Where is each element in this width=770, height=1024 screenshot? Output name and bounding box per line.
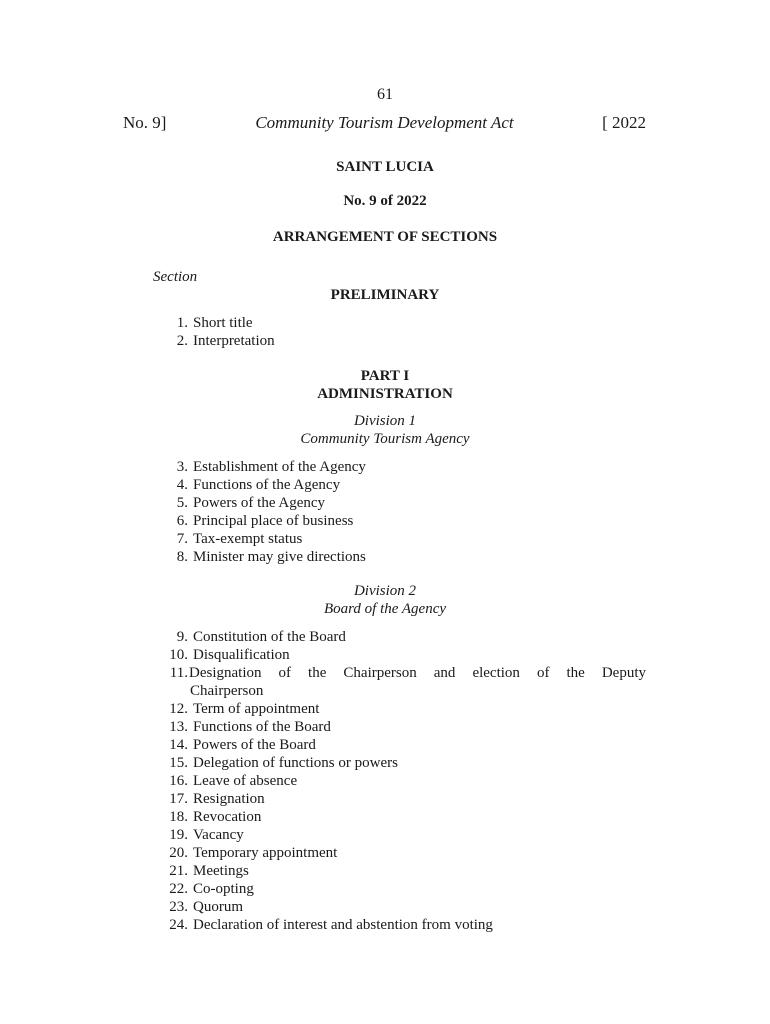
list-item [0,700,770,718]
section-number: 17. [169,791,188,807]
section-number: 4. [176,477,188,493]
act-number-title: No. 9 of 2022 [343,193,427,209]
section-number: 24. [169,917,188,933]
arrangement-heading: ARRANGEMENT OF SECTIONS [272,229,498,245]
section-title: Interpretation [193,333,275,349]
division-2-heading: Division 2 [353,583,417,599]
section-title: Tax-exempt status [193,531,303,547]
preliminary-list [0,314,770,350]
section-title-continued: Chairperson [190,683,264,699]
section-number: 9. [176,629,188,645]
section-title: Resignation [193,791,265,807]
section-title: Delegation of functions or powers [193,755,398,771]
list-item [0,808,770,826]
list-item [0,916,770,934]
section-number: 19. [169,827,188,843]
list-item [0,628,770,646]
section-number: 14. [169,737,188,753]
section-number: 16. [169,773,188,789]
list-item [0,512,770,530]
list-item [0,476,770,494]
section-title: Declaration of interest and abstention from voting [193,917,493,933]
section-title: Functions of the Board [193,719,331,735]
part-subheading: ADMINISTRATION [317,386,453,402]
list-item [0,790,770,808]
list-item [0,314,770,332]
list-item [0,332,770,350]
list-item [0,844,770,862]
section-title: Designation of the Chairperson and election of the Deputy [189,665,646,681]
header-year: [ 2022 [602,113,646,132]
section-title: Powers of the Board [193,737,316,753]
list-item [0,754,770,772]
list-item [0,736,770,754]
section-title: Temporary appointment [193,845,338,861]
section-title: Minister may give directions [193,549,366,565]
section-number: 13. [169,719,188,735]
section-number: 3. [176,459,188,475]
section-title: Establishment of the Agency [193,459,366,475]
preliminary-heading: PRELIMINARY [330,287,440,303]
list-item [0,530,770,548]
list-item [0,664,770,700]
section-number: 18. [169,809,188,825]
section-title: Short title [193,315,253,331]
section-number: 2. [176,333,188,349]
country-title: SAINT LUCIA [336,159,434,175]
section-number: 15. [169,755,188,771]
section-number: 12. [169,701,188,717]
section-number: 22. [169,881,188,897]
running-header [123,113,646,135]
header-act-number: No. 9] [123,113,167,132]
list-item [0,880,770,898]
section-title: Vacancy [193,827,244,843]
list-item [0,772,770,790]
division-1-list [0,458,770,566]
section-title: Term of appointment [193,701,320,717]
section-number: 8. [176,549,188,565]
division-1-heading: Division 1 [353,413,417,429]
section-number: 10. [169,647,188,663]
division-2-subheading: Board of the Agency [323,601,447,617]
section-title: Disqualification [193,647,290,663]
section-number: 11. [169,665,188,681]
section-title: Functions of the Agency [193,477,341,493]
section-column-label: Section [153,269,198,285]
part-heading: PART I [360,368,410,384]
page-number: 61 [377,86,393,103]
section-number: 23. [169,899,188,915]
list-item [0,494,770,512]
section-number: 21. [169,863,188,879]
section-title: Powers of the Agency [193,495,326,511]
division-2-list [0,628,770,934]
list-item [0,548,770,566]
list-item [0,862,770,880]
section-title: Leave of absence [193,773,298,789]
section-number: 6. [176,513,188,529]
section-number: 1. [176,315,188,331]
section-number: 7. [176,531,188,547]
list-item [0,898,770,916]
list-item [0,718,770,736]
list-item [0,458,770,476]
list-item [0,646,770,664]
section-title: Co-opting [193,881,254,897]
division-1-subheading: Community Tourism Agency [300,431,470,447]
section-title: Meetings [193,863,249,879]
header-act-title: Community Tourism Development Act [255,113,514,132]
section-title: Principal place of business [193,513,354,529]
section-title: Revocation [193,809,262,825]
section-number: 5. [176,495,188,511]
list-item [0,826,770,844]
section-title: Constitution of the Board [193,629,346,645]
section-number: 20. [169,845,188,861]
section-title: Quorum [193,899,243,915]
